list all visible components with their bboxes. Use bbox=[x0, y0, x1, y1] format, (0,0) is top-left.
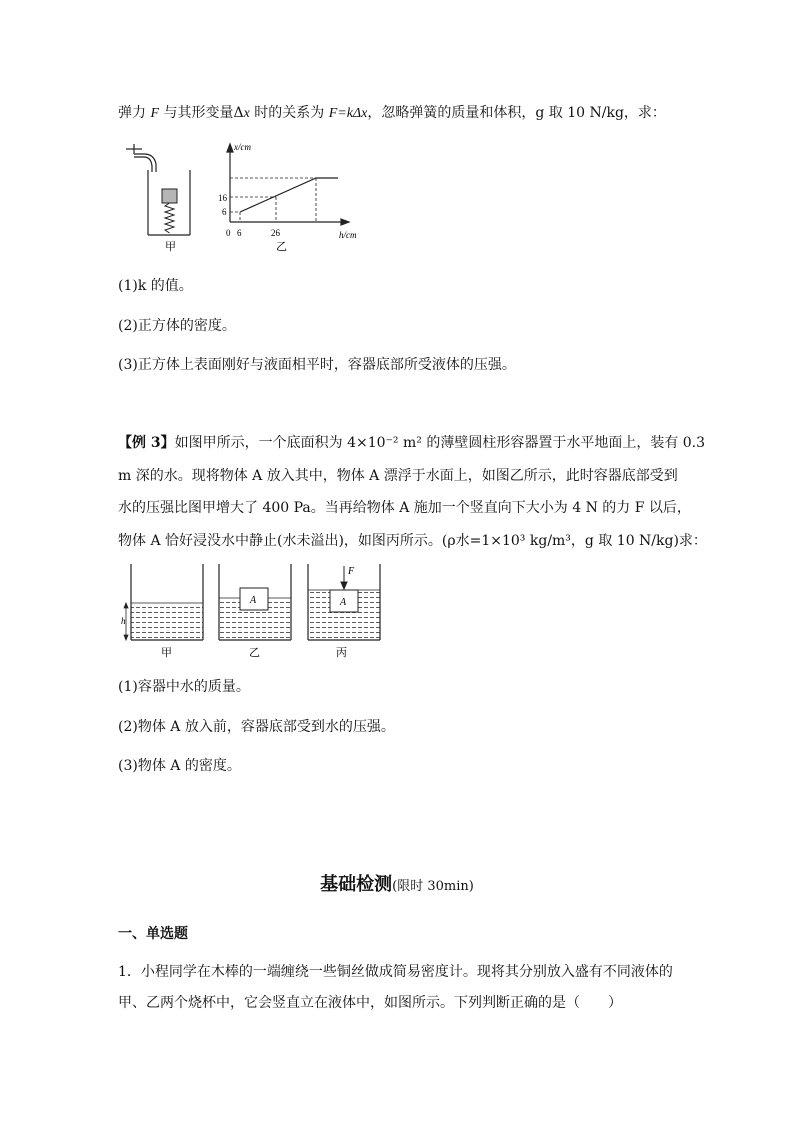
ex2-intro bbox=[118, 103, 666, 124]
ex3-tag: 【例 3】 bbox=[118, 435, 175, 451]
cube-block bbox=[162, 189, 177, 203]
ex2-intro-3: 时的关系为 bbox=[254, 105, 325, 121]
fig3-label-jia: 甲 bbox=[161, 647, 172, 659]
graph-origin: 0 bbox=[226, 228, 231, 238]
ex3-figures bbox=[118, 560, 388, 660]
graph-xtick-26: 26 bbox=[271, 228, 280, 238]
ex3-q2: (2)物体 A 放入前，容器底部受到水的压强。 bbox=[118, 719, 395, 735]
label-F: F bbox=[348, 566, 355, 577]
ex2-figures bbox=[118, 140, 378, 255]
ex2-intro-1: 弹力 bbox=[118, 105, 146, 121]
tap-icon bbox=[126, 144, 156, 172]
ex2-var-F: F bbox=[150, 106, 160, 121]
fig-label-yi: 乙 bbox=[276, 241, 287, 253]
ex2-q2: (2)正方体的密度。 bbox=[118, 318, 236, 334]
part1-q1-line1: 1．小程同学在木棒的一端缠绕一些铜丝做成简易密度计。现将其分别放入盛有不同液体的 bbox=[118, 964, 673, 980]
ex2-var-x: x bbox=[243, 106, 250, 121]
ex2-q3: (3)正方体上表面刚好与液面相平时，容器底部所受液体的压强。 bbox=[118, 357, 516, 373]
block-a-yi-label: A bbox=[250, 595, 257, 606]
ex2-intro-4: ，忽略弹簧的质量和体积，g 取 10 N/kg，求： bbox=[367, 105, 666, 121]
graph-axes bbox=[227, 144, 349, 225]
ex3-line2: m 深的水。现将物体 A 放入其中，物体 A 漂浮于水面上，如图乙所示，此时容器底部受到 bbox=[118, 468, 678, 484]
ex3-line4: 物体 A 恰好浸没水中静止(水未溢出)，如图丙所示。(ρ水=1×10³ kg/m³，g 取 10 N/kg)求： bbox=[118, 533, 707, 549]
part1-q1-line2: 甲、乙两个烧杯中，它会竖直立在液体中，如图所示。下列判断正确的是（ ） bbox=[118, 995, 622, 1011]
label-h: h bbox=[121, 616, 126, 626]
part1-title: 一、单选题 bbox=[118, 926, 188, 942]
block-a-bing-label: A bbox=[340, 597, 347, 608]
graph-ytick-6: 6 bbox=[222, 207, 227, 217]
fig3-label-bing: 丙 bbox=[336, 647, 347, 659]
ex2-q1: (1)k 的值。 bbox=[118, 278, 193, 294]
spring-icon bbox=[165, 203, 174, 233]
ex3-q3: (3)物体 A 的密度。 bbox=[118, 758, 241, 774]
section-subtitle: (限时 30min) bbox=[392, 879, 474, 894]
ex3-line1 bbox=[118, 433, 705, 453]
graph-xtick-6: 6 bbox=[237, 228, 242, 238]
water-jia bbox=[131, 603, 203, 640]
graph-ytick-16: 16 bbox=[218, 193, 227, 203]
graph-ylabel: x/cm bbox=[234, 142, 251, 152]
fig-label-jia: 甲 bbox=[165, 241, 176, 253]
section-heading bbox=[0, 870, 794, 896]
ex3-q1: (1)容器中水的质量。 bbox=[118, 679, 250, 695]
fig3-label-yi: 乙 bbox=[249, 647, 260, 659]
ex3-line1-text: 如图甲所示，一个底面积为 4×10⁻² m² 的薄壁圆柱形容器置于水平地面上，装有 0.3 bbox=[174, 435, 706, 451]
ex2-intro-2: 与其形变量Δ bbox=[163, 105, 244, 121]
section-title: 基础检测 bbox=[320, 874, 393, 895]
ex2-formula: F=kΔx bbox=[328, 106, 368, 121]
ex3-line3: 水的压强比图甲增大了 400 Pa。当再给物体 A 施加一个竖直向下大小为 4 N 的力 F 以后， bbox=[118, 500, 691, 516]
graph-xlabel: h/cm bbox=[339, 230, 357, 240]
force-arrow bbox=[341, 566, 347, 589]
graph-line bbox=[240, 178, 338, 212]
graph-guides bbox=[230, 178, 316, 222]
